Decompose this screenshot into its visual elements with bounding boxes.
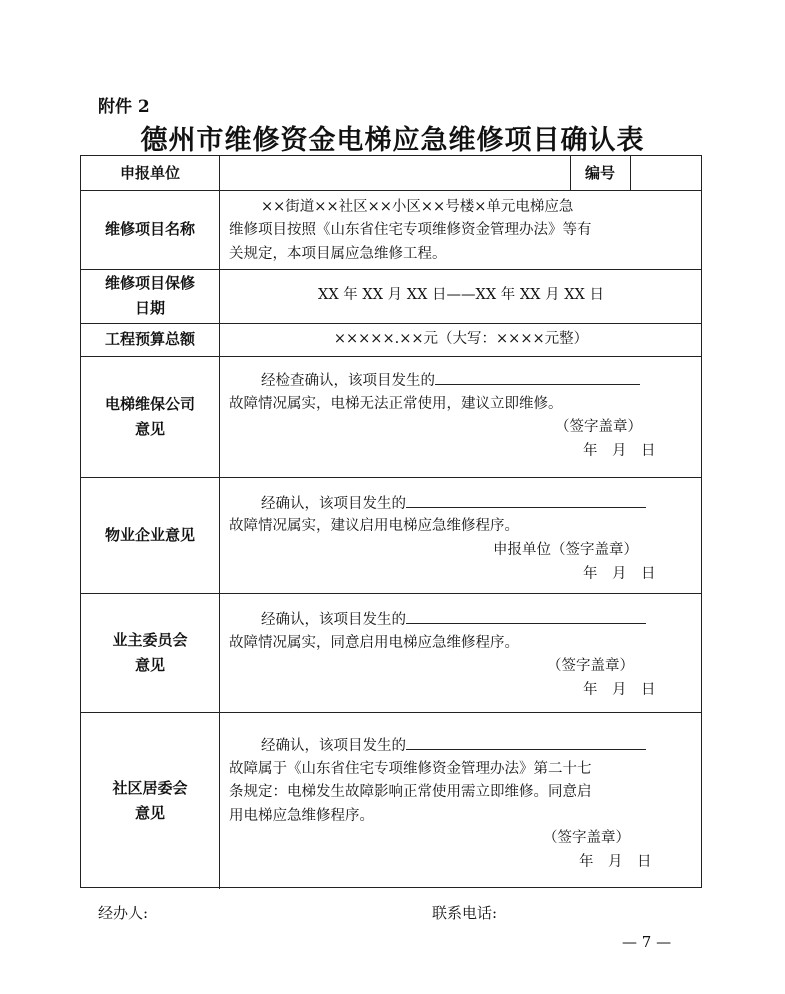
- sign-seal: （签字盖章）: [555, 419, 642, 435]
- column-divider: [630, 156, 631, 190]
- date-line: 年 月 日: [583, 566, 656, 582]
- sign-seal: 申报单位（签字盖章）: [493, 542, 638, 558]
- sign-seal: （签字盖章）: [543, 830, 630, 846]
- community-committee-line: 条规定：电梯发生故障影响正常使用需立即维修。同意启: [229, 784, 592, 800]
- unit-label: 申报单位: [119, 163, 180, 182]
- community-committee-label: [81, 712, 219, 889]
- phone-label: 联系电话:: [432, 904, 498, 922]
- project-name-line: 维修项目按照《山东省住宅专项维修资金管理办法》等有: [229, 222, 592, 238]
- community-committee-line: 经确认，该项目发生的: [261, 733, 646, 758]
- blank-underline: [406, 607, 646, 624]
- date-line: 年 月 日: [583, 682, 656, 698]
- warranty-label-line: 日期: [134, 299, 165, 317]
- blank-underline: [406, 733, 646, 750]
- form-title: 德州市维修资金电梯应急维修项目确认表: [140, 125, 645, 156]
- elevator-company-label-line: 意见: [134, 419, 165, 438]
- date-line: 年 月 日: [579, 854, 652, 870]
- community-committee-label-line: 意见: [134, 803, 165, 822]
- property-label: 物业企业意见: [104, 525, 195, 544]
- owners-committee-line: 经确认，该项目发生的: [261, 607, 646, 632]
- community-committee-line: 用电梯应急维修程序。: [229, 808, 374, 824]
- community-committee-line: 故障属于《山东省住宅专项维修资金管理办法》第二十七: [229, 761, 592, 777]
- attachment-label: 附件 2: [98, 97, 150, 117]
- property-line: 故障情况属实，建议启用电梯应急维修程序。: [229, 518, 519, 534]
- date-line: 年 月 日: [583, 443, 656, 459]
- elevator-company-line: 故障情况属实，电梯无法正常使用，建议立即维修。: [229, 396, 563, 412]
- community-committee-label-line: 社区居委会: [112, 778, 188, 797]
- blank-underline: [406, 491, 646, 508]
- page-number: — 7 —: [622, 933, 672, 951]
- project-name-label: 维修项目名称: [104, 220, 195, 238]
- sign-seal: （签字盖章）: [547, 658, 634, 674]
- project-name-line: ××街道××社区××小区××号楼×单元电梯应急: [261, 199, 574, 215]
- warranty-value: XX 年 XX 月 XX 日——XX 年 XX 月 XX 日: [318, 287, 604, 303]
- confirmation-table: [80, 155, 702, 888]
- project-name-line: 关规定，本项目属应急维修工程。: [229, 246, 447, 262]
- budget-value: ×××××.××元（大写：××××元整）: [333, 331, 589, 347]
- owners-committee-label-line: 业主委员会: [112, 630, 188, 649]
- elevator-company-line: 经检查确认，该项目发生的: [261, 368, 640, 393]
- owners-committee-label: [81, 593, 219, 712]
- budget-label: 工程预算总额: [104, 330, 195, 348]
- owners-committee-line: 故障情况属实，同意启用电梯应急维修程序。: [229, 635, 519, 651]
- number-label: 编号: [584, 163, 615, 182]
- warranty-label-line: 维修项目保修: [104, 274, 195, 292]
- warranty-label: [81, 269, 219, 323]
- handler-label: 经办人:: [98, 904, 149, 922]
- property-line: 经确认，该项目发生的: [261, 491, 646, 516]
- elevator-company-label: [81, 356, 219, 477]
- column-divider: [219, 156, 220, 889]
- owners-committee-label-line: 意见: [134, 655, 165, 674]
- blank-underline: [435, 368, 640, 385]
- elevator-company-label-line: 电梯维保公司: [104, 394, 195, 413]
